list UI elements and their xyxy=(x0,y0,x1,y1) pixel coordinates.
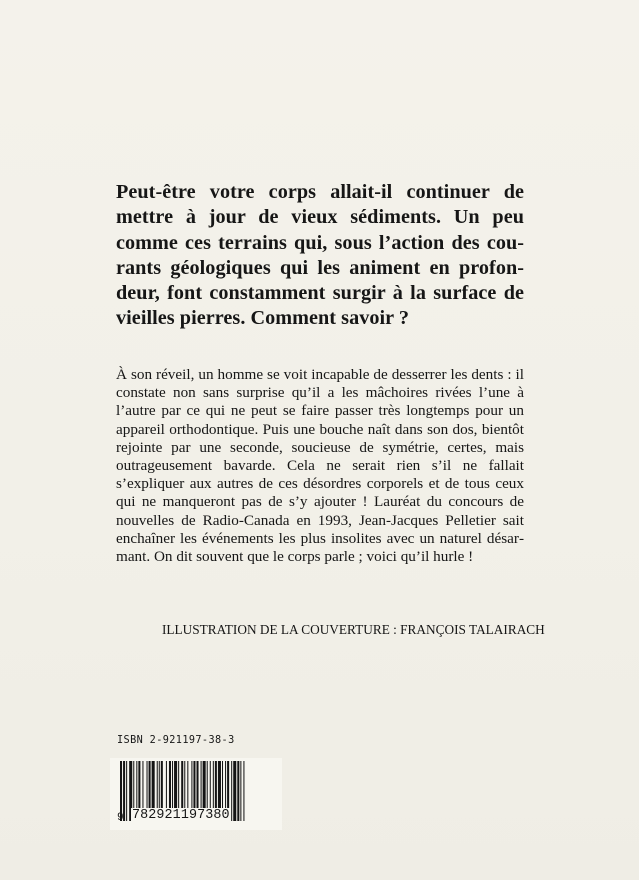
barcode-first-digit: 9 xyxy=(117,812,124,824)
barcode-bar xyxy=(233,761,236,821)
barcode-bar xyxy=(231,761,232,821)
back-cover-summary: À son réveil, un homme se voit incapable de desserrer les dents : il constate non sans surprise qu’il a les mâchoires rivées l’une à l’autre par ce qui ne peut se faire passer très longtemps pour un appareil orthodontique. Puis une bouche naît dans son dos, bientôt rejointe par une seconde, soucieuse de symétrie, certes, mais outrageusement bavarde. Cela ne serait rien s’il ne fallait s’expliquer aux autres de ces désordres corporels et de tous ceux qui ne manqueront pas de s’y ajouter ! Lauréat du concours de nouvelles de Radio-Canada en 1993, Jean-Jacques Pelletier sait enchaîner les événements les plus insolites avec un naturel désarmant. On dit souvent que le corps parle ; voici qu’il hurle ! xyxy=(116,366,524,566)
illustration-credit: ILLUSTRATION DE LA COUVERTURE : FRANÇOIS TALAIRACH xyxy=(162,622,545,637)
back-cover-blurb: Peut-être votre corps allait-il continuer de mettre à jour de vieux sédiments. Un peu comme ces terrains qui, sous l’action des courants géologiques qui les animent en profondeur, font constamment surgir à la surface de vieilles pierres. Comment savoir ? xyxy=(116,181,524,330)
barcode-bar xyxy=(126,761,127,821)
barcode-digits: 782921197380 xyxy=(132,808,230,823)
barcode-bar xyxy=(240,761,241,821)
barcode-bar xyxy=(237,761,239,821)
isbn-number: ISBN 2-921197-38-3 xyxy=(117,735,235,746)
barcode-bar xyxy=(243,761,244,821)
